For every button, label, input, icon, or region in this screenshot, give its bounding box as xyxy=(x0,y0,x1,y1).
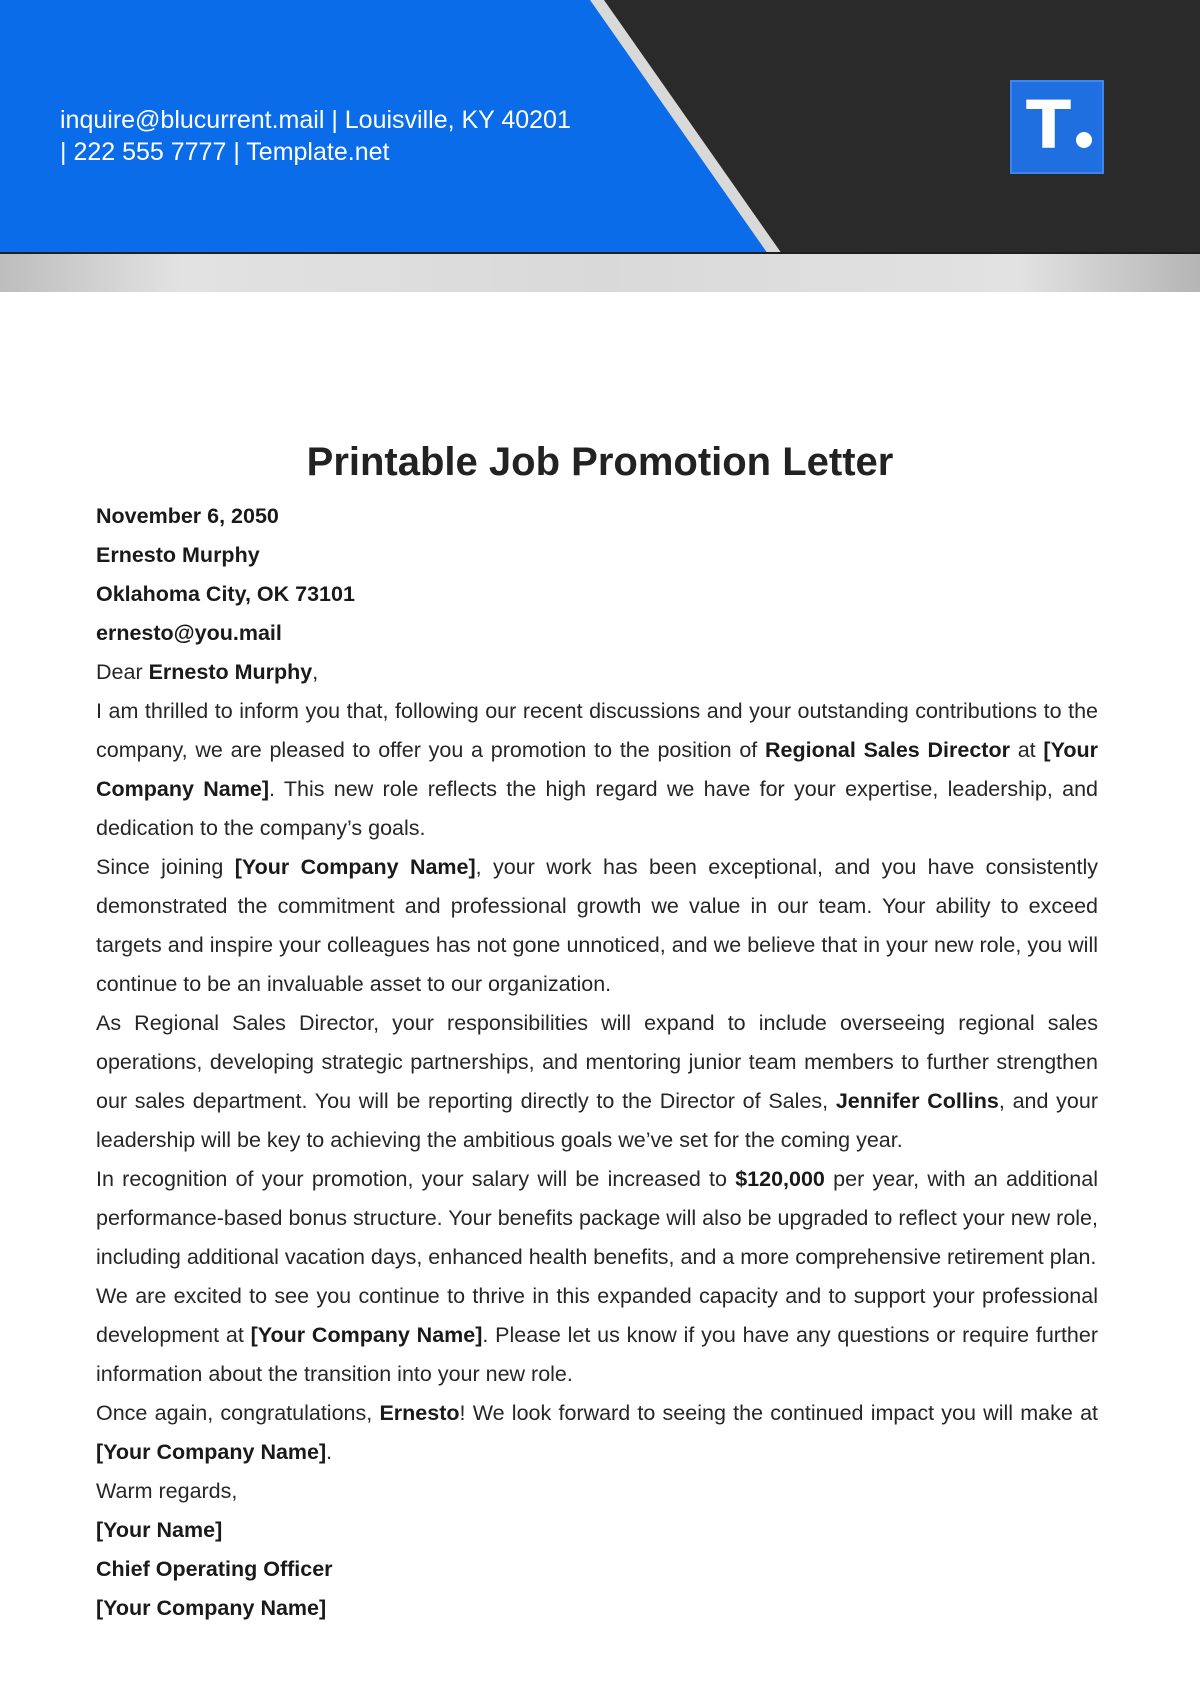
sender-name: [Your Name] xyxy=(96,1518,223,1542)
salutation: Dear Ernesto Murphy, xyxy=(96,660,319,684)
banner-edge xyxy=(0,252,1200,254)
silver-stripe xyxy=(0,254,1200,292)
paragraph-support: We are excited to see you continue to thrive in this expanded capacity and to support your professional development at [Your Company Name]. Please let us know if you have any questions or require further information about the transition into your new role. xyxy=(96,1284,1098,1386)
contact-info xyxy=(60,104,620,168)
letter-body xyxy=(96,497,1098,1628)
paragraph-compensation: In recognition of your promotion, your salary will be increased to $120,000 per year, with an additional performance-based bonus structure. Your benefits package will also be upgraded to reflect your new role, including additional vacation days, enhanced health benefits, and a more comprehensive retirement plan. xyxy=(96,1167,1098,1269)
paragraph-congratulations: Once again, congratulations, Ernesto! We look forward to seeing the continued impact you will make at [Your Company Name]. xyxy=(96,1401,1098,1464)
closing: Warm regards, xyxy=(96,1479,238,1503)
sender-title: Chief Operating Officer xyxy=(96,1557,333,1581)
contact-line-1: inquire@blucurrent.mail | Louisville, KY 40201 xyxy=(60,106,571,134)
logo-letter: T xyxy=(1026,87,1072,164)
paragraph-promotion-offer: I am thrilled to inform you that, following our recent discussions and your outstanding contributions to the company, we are pleased to offer you a promotion to the position of Regional Sales Director at [Your Company Name]. This new role reflects the high regard we have for your expertise, leadership, and dedication to the company’s goals. xyxy=(96,699,1098,840)
company-logo xyxy=(1010,80,1104,174)
letter-date: November 6, 2050 xyxy=(96,504,279,528)
recipient-name: Ernesto Murphy xyxy=(96,543,260,567)
letterhead-banner xyxy=(0,0,1200,292)
recipient-email: ernesto@you.mail xyxy=(96,621,282,645)
paragraph-performance: Since joining [Your Company Name], your work has been exceptional, and you have consistently demonstrated the commitment and professional growth we value in our team. Your ability to exceed targets and inspire your colleagues has not gone unnoticed, and we believe that in your new role, you will continue to be an invaluable asset to our organization. xyxy=(96,855,1098,996)
contact-line-2: | 222 555 7777 | Template.net xyxy=(60,138,390,166)
logo-dot xyxy=(1076,132,1092,148)
sender-company: [Your Company Name] xyxy=(96,1596,327,1620)
recipient-city: Oklahoma City, OK 73101 xyxy=(96,582,355,606)
letter-title: Printable Job Promotion Letter xyxy=(306,440,894,484)
paragraph-responsibilities: As Regional Sales Director, your responsibilities will expand to include overseeing regional sales operations, developing strategic partnerships, and mentoring junior team members to further strengthen our sales department. You will be reporting directly to the Director of Sales, Jennifer Collins, and your leadership will be key to achieving the ambitious goals we’ve set for the coming year. xyxy=(96,1011,1098,1152)
